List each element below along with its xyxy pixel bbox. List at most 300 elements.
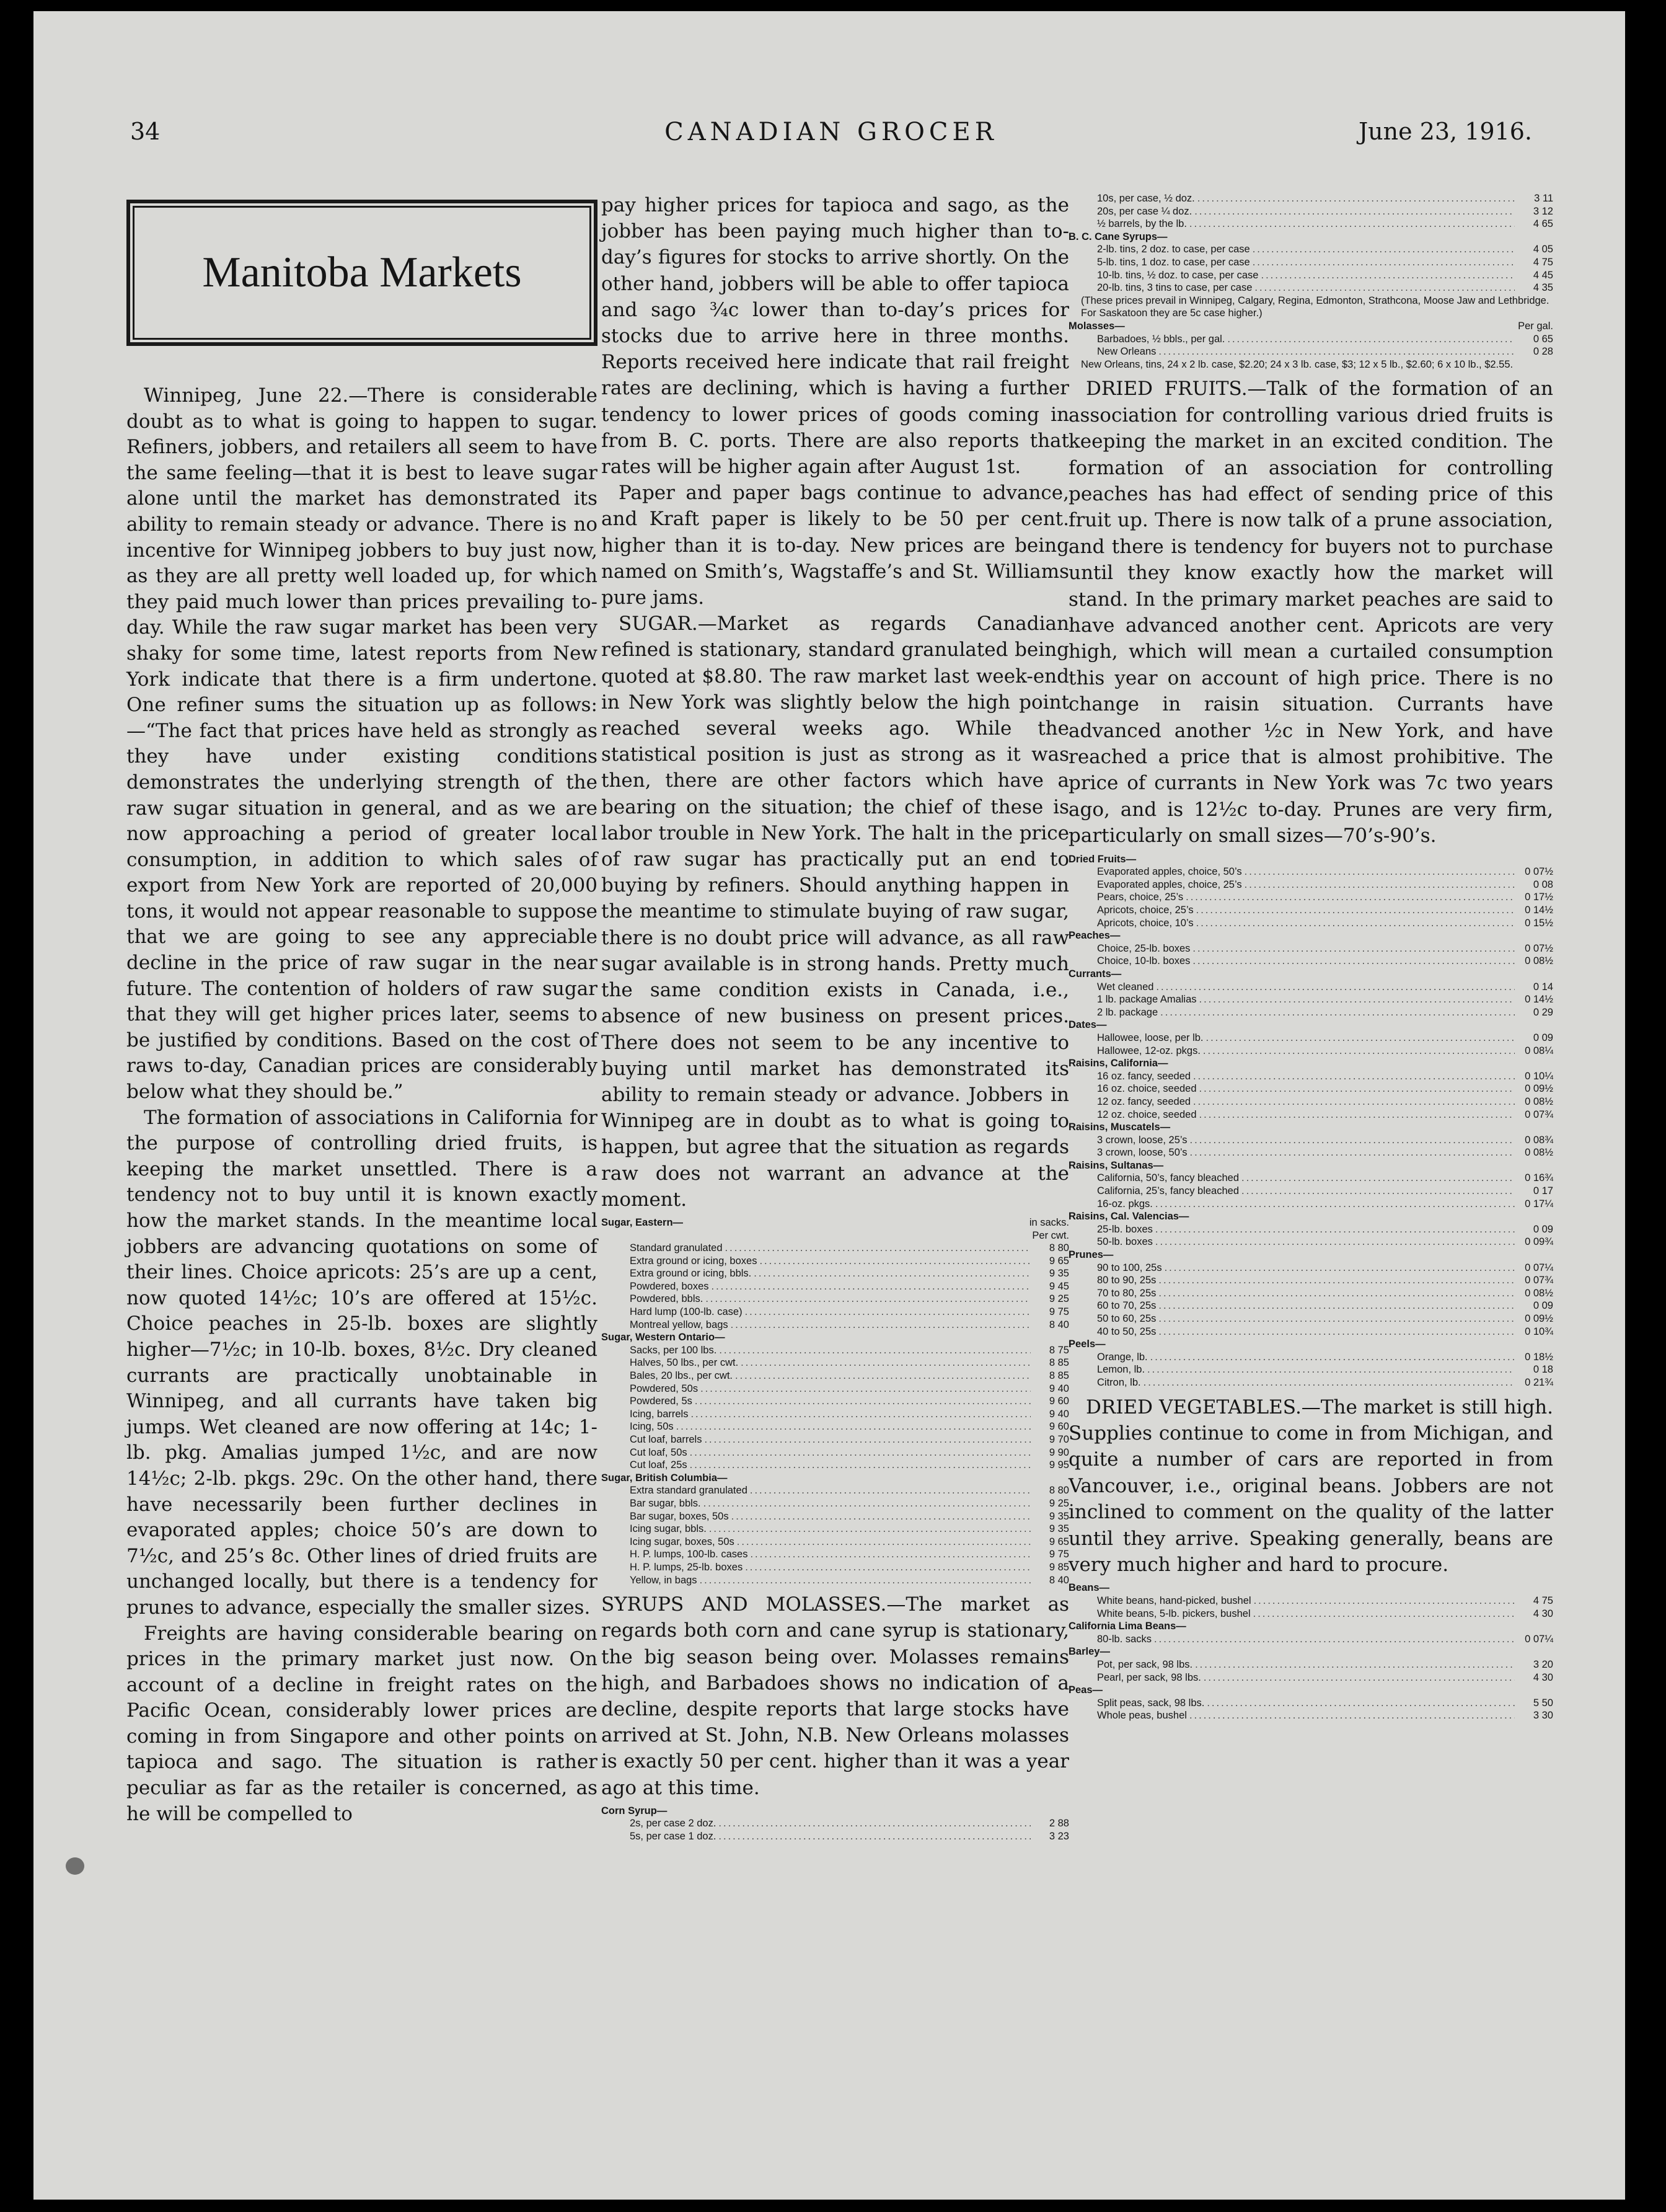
price-row bbox=[1069, 1287, 1553, 1300]
item-price: 0 17½ bbox=[1525, 891, 1553, 903]
leader-dots bbox=[709, 1523, 1031, 1536]
section-heading: DRIED VEGETABLES. bbox=[1086, 1396, 1302, 1418]
item-price: 4 35 bbox=[1533, 282, 1553, 294]
paragraph: pay higher prices for tapioca and sago, as the jobber has been paying much higher than to-day’s figures for stocks to arrive shortly. On the other hand, jobbers will be able to offer tapioca and sago ¾c lower than to-day’s prices for stocks due to arrive here in three months. Reports received here indicate that rail freight rates are declining, which is having a further tendency to lower prices of goods coming in from B. C. ports. There are also reports that rates will be higher again after August 1st. bbox=[601, 194, 1069, 479]
leader-dots bbox=[750, 1484, 1031, 1497]
price-row bbox=[601, 1433, 1069, 1446]
leader-dots bbox=[705, 1293, 1031, 1306]
price-row bbox=[601, 1293, 1069, 1306]
item-label: Cut loaf, 50s bbox=[630, 1446, 687, 1458]
item-price: 8 85 bbox=[1049, 1370, 1069, 1382]
item-label: 20-lb. tins, 3 tins to case, per case bbox=[1097, 282, 1253, 294]
leader-dots bbox=[1160, 1006, 1515, 1019]
leader-dots bbox=[719, 1344, 1031, 1357]
column-1 bbox=[126, 182, 597, 1827]
item-price: 0 10¾ bbox=[1525, 1325, 1553, 1337]
item-price: 8 80 bbox=[1049, 1242, 1069, 1254]
table-category: Prunes— bbox=[1069, 1249, 1114, 1261]
item-label: Montreal yellow, bags bbox=[630, 1319, 728, 1330]
item-label: Icing, barrels bbox=[630, 1408, 689, 1420]
leader-dots bbox=[1245, 865, 1515, 878]
item-price: 9 65 bbox=[1049, 1536, 1069, 1547]
price-row bbox=[601, 1395, 1069, 1408]
leader-dots bbox=[1199, 1108, 1515, 1121]
sugar-section bbox=[601, 611, 1069, 1213]
price-row bbox=[601, 1561, 1069, 1574]
leader-dots bbox=[1199, 1082, 1515, 1095]
item-price: 9 45 bbox=[1049, 1280, 1069, 1292]
item-label: 10-lb. tins, ½ doz. to case, per case bbox=[1097, 269, 1259, 281]
price-row bbox=[1069, 1312, 1553, 1325]
item-label: Pearl, per sack, 98 lbs. bbox=[1097, 1671, 1201, 1683]
item-label: 3 crown, loose, 50’s bbox=[1097, 1147, 1188, 1159]
item-price: 0 09 bbox=[1533, 1300, 1553, 1312]
section-heading: SUGAR. bbox=[619, 613, 698, 635]
price-row bbox=[1069, 1697, 1553, 1710]
section-text: —The market is still high. Supplies continue to come in from Michigan, and quite a number of cars are reported in from Vancouver, i.e., original beans. Jobbers are not inclined to comment on the quality of the latter until they arrive. Speaking generally, beans are very much higher and hard to procure. bbox=[1069, 1396, 1553, 1576]
leader-dots bbox=[725, 1242, 1031, 1255]
price-row bbox=[1069, 256, 1553, 269]
item-label: Icing, 50s bbox=[630, 1421, 674, 1433]
item-label: 40 to 50, 25s bbox=[1097, 1325, 1157, 1337]
leader-dots bbox=[1196, 917, 1515, 930]
price-row bbox=[601, 1408, 1069, 1421]
leader-dots bbox=[1158, 345, 1515, 358]
item-label: Powdered, 5s bbox=[630, 1396, 692, 1407]
paragraph: The formation of associations in California for the purpose of controlling dried fruits, is keeping the market unsettled. There is a tendency not to buy until it is known exactly how the market stands. In the meantime local jobbers are advancing quotations on some of their lines. Choice apricots: 25’s are up a cent, now quoted 14½c; 10’s are offered at 15½c. Choice peaches in 25-lb. boxes are slightly higher—7½c; in 10-lb. boxes, 8½c. Dry cleaned currants are practically unobtainable in Winnipeg, and all currants have taken big jumps. Wet cleaned are now offering at 14c; 1-lb. pkg. Amalias jumped 1½c, and are now 14½c; 2-lb. pkgs. 29c. On the other hand, there have necessarily been further declines in evaporated apples; choice 50’s are down to 7½c, and 25’s 8c. Other lines of dried fruits are unchanged locally, but there is a tendency for prunes to advance, especially the smaller sizes. bbox=[126, 1106, 597, 1619]
price-row bbox=[601, 1523, 1069, 1536]
title-box bbox=[126, 200, 597, 346]
price-row bbox=[1069, 1325, 1553, 1338]
leader-dots bbox=[1189, 1709, 1515, 1722]
price-row bbox=[601, 1446, 1069, 1459]
item-price: 0 07¾ bbox=[1525, 1108, 1553, 1120]
price-row bbox=[1069, 1671, 1553, 1684]
leader-dots bbox=[1203, 1045, 1515, 1058]
leader-dots bbox=[745, 1561, 1031, 1574]
item-label: Apricots, choice, 25’s bbox=[1097, 905, 1194, 916]
leader-dots bbox=[731, 1319, 1031, 1332]
leader-dots bbox=[1154, 1633, 1515, 1646]
dried-fruits-table bbox=[1069, 853, 1553, 1389]
item-label: 5-lb. tins, 1 doz. to case, per case bbox=[1097, 256, 1250, 268]
item-label: 50 to 60, 25s bbox=[1097, 1313, 1157, 1324]
item-label: 60 to 70, 25s bbox=[1097, 1300, 1157, 1312]
masthead: CANADIAN GROCER bbox=[664, 118, 998, 146]
item-label: ½ barrels, by the lb. bbox=[1097, 218, 1187, 230]
price-row bbox=[1069, 1658, 1553, 1671]
item-price: 0 09½ bbox=[1525, 1313, 1553, 1324]
page-header bbox=[130, 118, 1532, 162]
item-price: 8 40 bbox=[1049, 1574, 1069, 1586]
item-label: Whole peas, bushel bbox=[1097, 1710, 1187, 1722]
leader-dots bbox=[1245, 878, 1515, 891]
leader-dots bbox=[1155, 1198, 1515, 1211]
item-price: 0 18 bbox=[1533, 1364, 1553, 1376]
item-price: 0 15½ bbox=[1525, 917, 1553, 929]
leader-dots bbox=[700, 1382, 1031, 1396]
leader-dots bbox=[745, 1306, 1031, 1319]
item-label: Cut loaf, barrels bbox=[630, 1434, 702, 1446]
item-label: 10s, per case, ½ doz. bbox=[1097, 193, 1195, 204]
price-row bbox=[601, 1510, 1069, 1523]
leader-dots bbox=[704, 1433, 1031, 1446]
price-row bbox=[1069, 1134, 1553, 1147]
leader-dots bbox=[1158, 1287, 1515, 1300]
item-price: 9 60 bbox=[1049, 1396, 1069, 1407]
price-row bbox=[1069, 917, 1553, 930]
item-label: White beans, hand-picked, bushel bbox=[1097, 1595, 1251, 1606]
item-price: 9 60 bbox=[1049, 1421, 1069, 1433]
leader-dots bbox=[1150, 1351, 1515, 1364]
item-price: 4 30 bbox=[1533, 1671, 1553, 1683]
item-price: 0 08½ bbox=[1525, 1095, 1553, 1107]
item-price: 9 25 bbox=[1049, 1497, 1069, 1509]
item-price: 0 21¾ bbox=[1525, 1376, 1553, 1388]
price-row bbox=[1069, 1595, 1553, 1608]
leader-dots bbox=[1254, 1595, 1515, 1608]
price-row bbox=[1069, 1274, 1553, 1287]
price-row bbox=[601, 1420, 1069, 1433]
price-row bbox=[1069, 281, 1553, 294]
item-label: 2-lb. tins, 2 doz. to case, per case bbox=[1097, 244, 1250, 255]
item-price: 0 08½ bbox=[1525, 955, 1553, 967]
price-row bbox=[1069, 243, 1553, 256]
item-price: 4 65 bbox=[1533, 218, 1553, 230]
leader-dots bbox=[1192, 942, 1515, 955]
item-label: Pears, choice, 25’s bbox=[1097, 891, 1184, 903]
leader-dots bbox=[1158, 1274, 1515, 1287]
item-price: 3 20 bbox=[1533, 1658, 1553, 1670]
item-label: Bar sugar, boxes, 50s bbox=[630, 1510, 729, 1522]
price-row bbox=[601, 1817, 1069, 1830]
section-heading: SYRUPS AND MOLASSES. bbox=[601, 1593, 887, 1616]
item-price: 0 09½ bbox=[1525, 1083, 1553, 1095]
item-price: 0 29 bbox=[1533, 1006, 1553, 1018]
price-row bbox=[1069, 993, 1553, 1006]
price-row bbox=[1069, 1070, 1553, 1083]
item-price: 3 30 bbox=[1533, 1710, 1553, 1722]
price-row bbox=[1069, 1146, 1553, 1159]
item-price: 0 08½ bbox=[1525, 1287, 1553, 1299]
paragraph: Paper and paper bags continue to advance, and Kraft paper is likely to be 50 per cent. higher than it is to-day. New prices are being named on Smith’s, Wagstaffe’s and St. Williams pure jams. bbox=[601, 482, 1069, 609]
leader-dots bbox=[1193, 1070, 1515, 1083]
unit-label: Per cwt. bbox=[1032, 1229, 1069, 1241]
table-header bbox=[1069, 320, 1553, 333]
column-2 bbox=[601, 192, 1069, 1848]
leader-dots bbox=[703, 1497, 1031, 1510]
leader-dots bbox=[1147, 1363, 1515, 1376]
item-label: 70 to 80, 25s bbox=[1097, 1287, 1157, 1299]
page-number: 34 bbox=[130, 118, 161, 145]
item-label: California, 50’s, fancy bleached bbox=[1097, 1172, 1240, 1184]
leader-dots bbox=[1165, 1262, 1515, 1275]
leader-dots bbox=[690, 1459, 1031, 1472]
price-row bbox=[1069, 192, 1553, 205]
sugar-price-table bbox=[601, 1216, 1069, 1586]
leader-dots bbox=[1158, 1325, 1515, 1338]
item-price: 9 85 bbox=[1049, 1561, 1069, 1573]
table-category: Raisins, Sultanas— bbox=[1069, 1159, 1164, 1171]
price-row bbox=[1069, 955, 1553, 968]
item-label: Orange, lb. bbox=[1097, 1351, 1148, 1363]
item-price: 9 75 bbox=[1049, 1549, 1069, 1560]
item-price: 3 23 bbox=[1049, 1830, 1069, 1842]
item-price: 9 75 bbox=[1049, 1306, 1069, 1318]
item-label: Citron, lb. bbox=[1097, 1376, 1141, 1388]
leader-dots bbox=[1227, 333, 1515, 346]
table-category: Corn Syrup— bbox=[601, 1805, 668, 1816]
leader-dots bbox=[1192, 955, 1515, 968]
item-label: 2s, per case 2 doz. bbox=[630, 1818, 716, 1829]
table-category: Dried Fruits— bbox=[1069, 853, 1137, 865]
leader-dots bbox=[1194, 205, 1515, 218]
price-row bbox=[1069, 1709, 1553, 1722]
item-price: 9 25 bbox=[1049, 1293, 1069, 1305]
price-row bbox=[1069, 345, 1553, 358]
syrups-section bbox=[601, 1591, 1069, 1801]
leader-dots bbox=[700, 1574, 1031, 1587]
leader-dots bbox=[1190, 1134, 1515, 1147]
leader-dots bbox=[754, 1267, 1031, 1280]
table-category: Beans— bbox=[1069, 1582, 1110, 1594]
column-3 bbox=[1069, 192, 1553, 1727]
price-row bbox=[1069, 1262, 1553, 1275]
item-price: 5 50 bbox=[1533, 1697, 1553, 1709]
newspaper-page bbox=[33, 11, 1625, 2200]
item-label: Bar sugar, bbls. bbox=[630, 1497, 701, 1509]
table-category: Sugar, Western Ontario— bbox=[601, 1332, 725, 1343]
leader-dots bbox=[731, 1510, 1031, 1523]
item-label: California, 25’s, fancy bleached bbox=[1097, 1185, 1240, 1197]
item-price: 0 08 bbox=[1533, 878, 1553, 890]
price-row bbox=[1069, 1082, 1553, 1095]
price-row bbox=[601, 1280, 1069, 1293]
leader-dots bbox=[1156, 981, 1515, 994]
item-price: 8 85 bbox=[1049, 1357, 1069, 1369]
leader-dots bbox=[1155, 1223, 1515, 1236]
ink-smudge bbox=[66, 1857, 84, 1875]
leader-dots bbox=[735, 1369, 1031, 1382]
vegetables-table bbox=[1069, 1582, 1553, 1722]
leader-dots bbox=[1253, 243, 1515, 256]
price-row bbox=[1069, 218, 1553, 231]
item-label: Hard lump (100-lb. case) bbox=[630, 1306, 743, 1318]
item-price: 0 16¾ bbox=[1525, 1172, 1553, 1184]
price-row bbox=[1069, 269, 1553, 282]
table-category: Molasses— bbox=[1069, 320, 1125, 332]
price-row bbox=[1069, 1172, 1553, 1185]
item-price: 0 14½ bbox=[1525, 905, 1553, 916]
item-label: Evaporated apples, choice, 50’s bbox=[1097, 866, 1242, 878]
leader-dots bbox=[690, 1408, 1031, 1421]
table-category: Currants— bbox=[1069, 968, 1122, 980]
item-label: Choice, 25-lb. boxes bbox=[1097, 942, 1191, 954]
item-price: 2 88 bbox=[1049, 1818, 1069, 1829]
item-price: 0 14 bbox=[1533, 981, 1553, 993]
unit-heading bbox=[1029, 1216, 1069, 1242]
item-price: 4 05 bbox=[1533, 244, 1553, 255]
item-price: 0 28 bbox=[1533, 346, 1553, 358]
item-label: 80 to 90, 25s bbox=[1097, 1275, 1157, 1286]
corn-syrup-table bbox=[601, 1805, 1069, 1843]
item-label: H. P. lumps, 100-lb. cases bbox=[630, 1549, 748, 1560]
item-price: 0 09 bbox=[1533, 1032, 1553, 1043]
leader-dots bbox=[1261, 269, 1515, 282]
leader-dots bbox=[1193, 1095, 1515, 1108]
item-price: 9 65 bbox=[1049, 1255, 1069, 1267]
leader-dots bbox=[676, 1420, 1031, 1433]
leader-dots bbox=[1241, 1172, 1515, 1185]
section-heading: DRIED FRUITS. bbox=[1086, 378, 1248, 400]
price-row bbox=[1069, 205, 1553, 218]
price-row bbox=[601, 1459, 1069, 1472]
table-category: Dates— bbox=[1069, 1019, 1107, 1031]
table-category: Peaches— bbox=[1069, 930, 1121, 942]
price-row bbox=[1069, 1376, 1553, 1389]
leader-dots bbox=[695, 1395, 1031, 1408]
item-price: 9 35 bbox=[1049, 1268, 1069, 1280]
item-label: Cut loaf, 25s bbox=[630, 1459, 687, 1471]
item-price: 9 35 bbox=[1049, 1523, 1069, 1535]
item-label: Sacks, per 100 lbs. bbox=[630, 1344, 717, 1356]
item-price: 0 17¼ bbox=[1525, 1198, 1553, 1210]
leader-dots bbox=[1195, 1658, 1515, 1671]
item-label: Halves, 50 lbs., per cwt. bbox=[630, 1357, 739, 1369]
leader-dots bbox=[718, 1817, 1031, 1830]
price-row bbox=[601, 1267, 1069, 1280]
table-header bbox=[601, 1216, 1069, 1242]
item-price: 0 09 bbox=[1533, 1223, 1553, 1235]
item-price: 0 07¾ bbox=[1525, 1275, 1553, 1286]
price-row bbox=[601, 1255, 1069, 1268]
item-label: 20s, per case ¼ doz. bbox=[1097, 205, 1192, 217]
item-label: 16 oz. fancy, seeded bbox=[1097, 1070, 1191, 1082]
unit-label: Per gal. bbox=[1518, 320, 1553, 332]
price-row bbox=[1069, 1223, 1553, 1236]
table-category: Raisins, California— bbox=[1069, 1058, 1168, 1069]
paragraph: Freights are having considerable bearing on prices in the primary market just now. On account of a decline in freight rates on the Pacific Ocean, considerably lower prices are coming in from Singapore and other points on tapioca and sago. The situation is rather peculiar as far as the retailer is concerned, as he will be compelled to bbox=[126, 1622, 597, 1825]
price-row bbox=[601, 1319, 1069, 1332]
leader-dots bbox=[1241, 1185, 1515, 1198]
leader-dots bbox=[741, 1356, 1031, 1369]
leader-dots bbox=[718, 1830, 1031, 1843]
price-row bbox=[1069, 1236, 1553, 1249]
leader-dots bbox=[750, 1548, 1031, 1561]
item-label: Extra standard granulated bbox=[630, 1485, 747, 1497]
table-note: (These prices prevail in Winnipeg, Calgary, Regina, Edmonton, Strathcona, Moose Jaw and Lethbridge. For Saskatoon they are 5c case higher.) bbox=[1081, 294, 1549, 319]
item-label: Split peas, sack, 98 lbs. bbox=[1097, 1697, 1205, 1709]
leader-dots bbox=[1253, 256, 1515, 269]
section-text: —Market as regards Canadian refined is stationary, standard granulated being quoted at $8.80. The raw market last week-end in New York was slightly below the high point reached several weeks ago. While the statistical position is just as strong as it was then, there are other factors which have a bearing on the situation; the chief of these is labor trouble in New York. The halt in the price of raw sugar has practically put an end to buying by refiners. Should anything happen in the meantime to stimulate buying of raw sugar, there is no doubt price will advance, as all raw sugar available is in strong hands. Pretty much the same condition exists in Canada, i.e., absence of new business on present prices. There does not seem to be any incentive to buying until market has demonstrated its ability to remain steady or advance. Jobbers in Winnipeg are in doubt as to what is going to happen, but agree that the situation as regards raw does not warrant an advance at the moment. bbox=[601, 613, 1069, 1211]
price-row bbox=[601, 1497, 1069, 1510]
table-category: Peas— bbox=[1069, 1684, 1103, 1696]
item-label: 5s, per case 1 doz. bbox=[630, 1830, 716, 1842]
dried-vegetables-section bbox=[1069, 1394, 1553, 1578]
table-heading: Sugar, Eastern— bbox=[601, 1216, 684, 1228]
item-price: 0 08¼ bbox=[1525, 1045, 1553, 1056]
price-row bbox=[1069, 981, 1553, 994]
leader-dots bbox=[712, 1280, 1031, 1293]
leader-dots bbox=[1206, 1032, 1515, 1045]
price-row bbox=[1069, 1299, 1553, 1312]
leader-dots bbox=[1190, 1146, 1515, 1159]
price-row bbox=[1069, 1185, 1553, 1198]
item-price: 0 07½ bbox=[1525, 942, 1553, 954]
price-row bbox=[601, 1830, 1069, 1843]
item-label: Wet cleaned bbox=[1097, 981, 1154, 993]
item-label: 3 crown, loose, 25’s bbox=[1097, 1134, 1188, 1146]
leader-dots bbox=[1253, 1608, 1515, 1621]
price-row bbox=[1069, 891, 1553, 904]
item-price: 9 40 bbox=[1049, 1382, 1069, 1394]
item-price: 4 30 bbox=[1533, 1608, 1553, 1619]
item-price: 0 65 bbox=[1533, 333, 1553, 345]
item-price: 3 11 bbox=[1534, 193, 1553, 204]
item-price: 0 17 bbox=[1533, 1185, 1553, 1197]
item-label: Barbadoes, ½ bbls., per gal. bbox=[1097, 333, 1225, 345]
price-row bbox=[601, 1536, 1069, 1549]
item-price: 8 80 bbox=[1049, 1485, 1069, 1497]
leader-dots bbox=[1158, 1312, 1515, 1325]
item-price: 8 75 bbox=[1049, 1344, 1069, 1356]
paragraph: Winnipeg, June 22.—There is considerable doubt as to what is going to happen to sugar. Refiners, jobbers, and retailers all seem to have the same feeling—that it is best to leave sugar alone until the market has demonstrated its ability to remain steady or advance. There is no incentive for Winnipeg jobbers to buy just now, as they are all pretty well loaded up, for which they paid much lower than prices prevailing to-day. While the raw sugar market has been very shaky for some time, latest reports from New York indicate that there is a firm undertone. One refiner sums the situation up as follows:—“The fact that prices have held as strongly as they have under existing conditions demonstrates the underlying strength of the raw sugar situation in general, and as we are now approaching a period of greater local consumption, in addition to which sales of export from New York are reported of 20,000 tons, it would not appear reasonable to suppose that we are going to see any appreciable decline in the price of raw sugar in the near future. The contention of holders of raw sugar that they will get higher prices later, seems to be justified by conditions. Based on the cost of raws to-day, Canadian prices are considerably below what they should be.” bbox=[126, 384, 597, 1104]
table-category: B. C. Cane Syrups— bbox=[1069, 231, 1168, 242]
price-row bbox=[1069, 904, 1553, 917]
item-price: 0 09¾ bbox=[1525, 1236, 1553, 1248]
table-category: California Lima Beans— bbox=[1069, 1621, 1186, 1632]
item-label: Bales, 20 lbs., per cwt. bbox=[630, 1370, 733, 1382]
item-label: Hallowee, 12-oz. pkgs. bbox=[1097, 1045, 1201, 1056]
item-label: Powdered, boxes bbox=[630, 1280, 709, 1292]
item-label: Evaporated apples, choice, 25’s bbox=[1097, 878, 1242, 890]
item-label: 1 lb. package Amalias bbox=[1097, 994, 1197, 1006]
price-row bbox=[1069, 1633, 1553, 1646]
item-label: 16-oz. pkgs. bbox=[1097, 1198, 1153, 1210]
leader-dots bbox=[1204, 1671, 1515, 1684]
price-row bbox=[1069, 1032, 1553, 1045]
price-row bbox=[1069, 1108, 1553, 1121]
dried-fruits-section bbox=[1069, 376, 1553, 849]
table-category: Peels— bbox=[1069, 1338, 1106, 1350]
item-label: 80-lb. sacks bbox=[1097, 1633, 1152, 1645]
item-label: Icing sugar, boxes, 50s bbox=[630, 1536, 734, 1547]
price-row bbox=[1069, 1006, 1553, 1019]
item-price: 4 75 bbox=[1533, 1595, 1553, 1606]
table-category: Raisins, Cal. Valencias— bbox=[1069, 1211, 1189, 1223]
leader-dots bbox=[1254, 281, 1515, 294]
unit-label: in sacks. bbox=[1029, 1216, 1069, 1228]
leader-dots bbox=[1144, 1376, 1515, 1389]
item-label: New Orleans bbox=[1097, 346, 1157, 358]
price-row bbox=[601, 1574, 1069, 1587]
item-label: Lemon, lb. bbox=[1097, 1364, 1145, 1376]
price-row bbox=[601, 1382, 1069, 1396]
price-row bbox=[1069, 1608, 1553, 1621]
item-price: 9 70 bbox=[1049, 1434, 1069, 1446]
section-text: —The market as regards both corn and cane syrup is stationary, the big season being over. Molasses remains high, and Barbadoes shows no indication of a decline, despite reports that large stocks have arrived at St. John, N.B. New Orleans molasses is exactly 50 per cent. higher than it was a year ago at this time. bbox=[601, 1593, 1070, 1799]
table-category: Barley— bbox=[1069, 1646, 1110, 1658]
item-label: 50-lb. boxes bbox=[1097, 1236, 1153, 1248]
item-price: 9 40 bbox=[1049, 1408, 1069, 1420]
item-label: Choice, 10-lb. boxes bbox=[1097, 955, 1191, 967]
leader-dots bbox=[1207, 1697, 1515, 1710]
leader-dots bbox=[1158, 1299, 1515, 1312]
table-category: Raisins, Muscatels— bbox=[1069, 1121, 1171, 1133]
item-label: 25-lb. boxes bbox=[1097, 1223, 1153, 1235]
item-price: 0 10¼ bbox=[1525, 1070, 1553, 1082]
price-row bbox=[1069, 1045, 1553, 1058]
